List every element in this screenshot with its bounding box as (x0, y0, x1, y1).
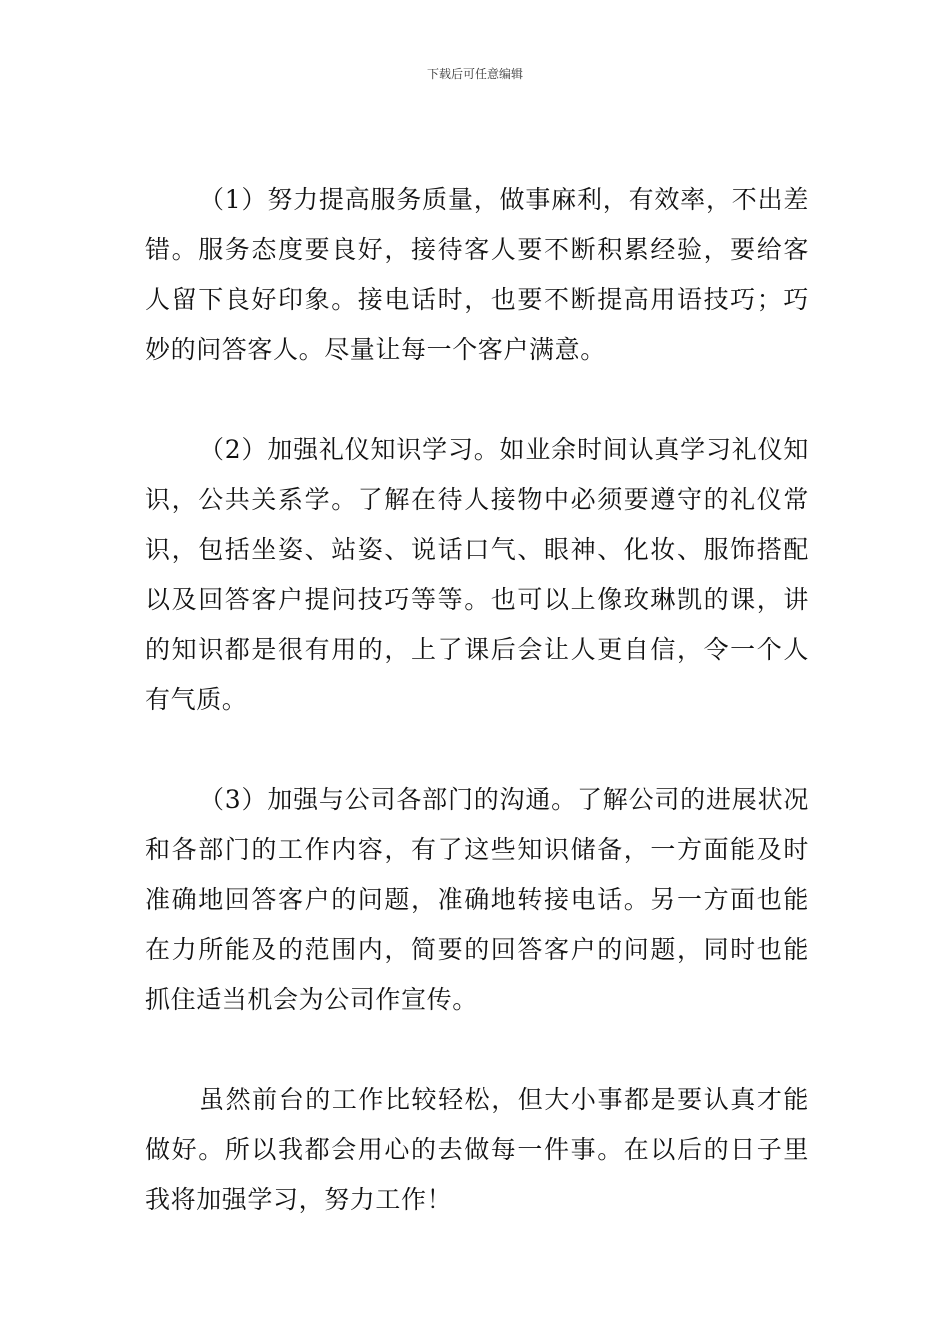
paragraph-gap (145, 375, 809, 425)
document-body (145, 175, 809, 1225)
paragraph-gap (145, 725, 809, 775)
paragraph-gap (145, 1025, 809, 1075)
paragraph-1: （1）努力提高服务质量，做事麻利，有效率，不出差错。服务态度要良好，接待客人要不断积累经验，要给客人留下良好印象。接电话时，也要不断提高用语技巧；巧妙的问答客人。尽量让每一个客户满意。 (145, 185, 809, 364)
paragraph-3: （3）加强与公司各部门的沟通。了解公司的进展状况和各部门的工作内容，有了这些知识储备，一方面能及时准确地回答客户的问题，准确地转接电话。另一方面也能在力所能及的范围内，简要的回答客户的问题，同时也能抓住适当机会为公司作宣传。 (145, 785, 809, 1014)
paragraph-2: （2）加强礼仪知识学习。如业余时间认真学习礼仪知识，公共关系学。了解在待人接物中必须要遵守的礼仪常识，包括坐姿、站姿、说话口气、眼神、化妆、服饰搭配以及回答客户提问技巧等等。也可以上像玫琳凯的课，讲的知识都是很有用的，上了课后会让人更自信，令一个人有气质。 (145, 435, 809, 714)
page-header: 下载后可任意编辑 (426, 67, 523, 81)
paragraph-4: 虽然前台的工作比较轻松，但大小事都是要认真才能做好。所以我都会用心的去做每一件事。在以后的日子里我将加强学习，努力工作！ (145, 1085, 809, 1214)
